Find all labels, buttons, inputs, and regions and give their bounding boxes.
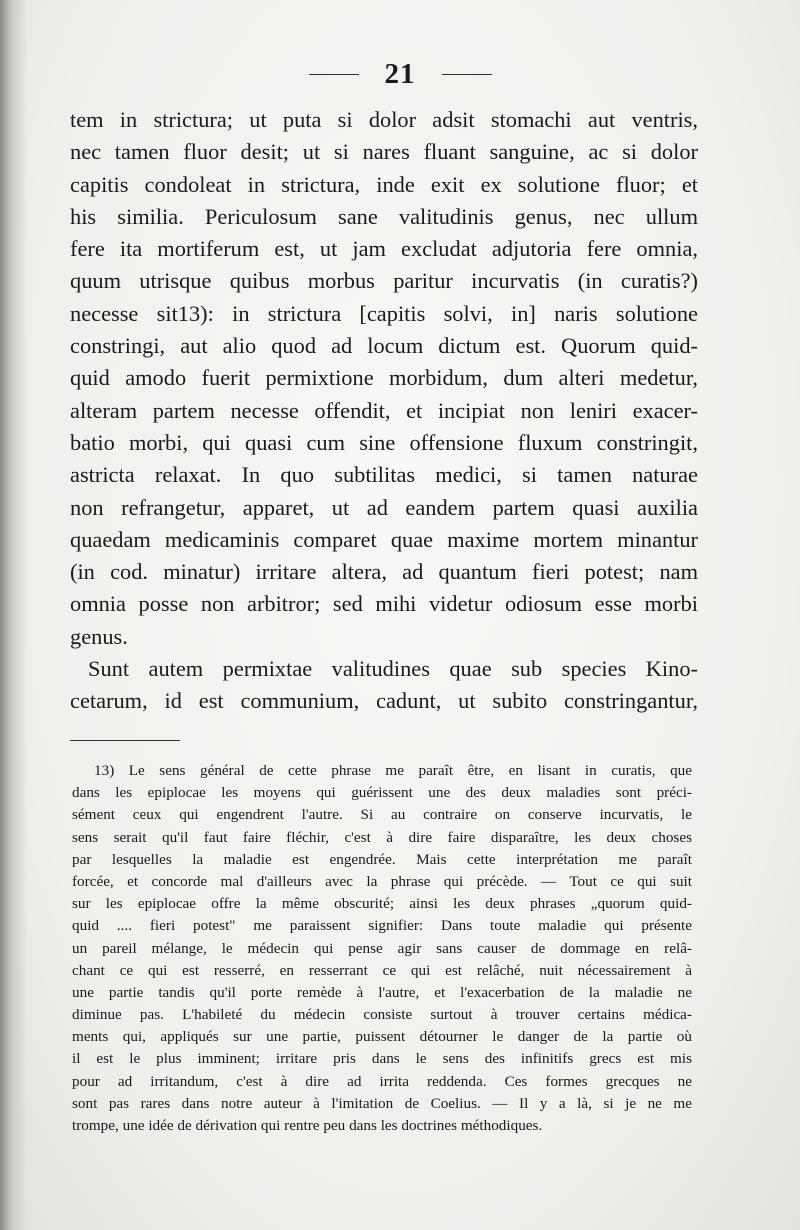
footnote-13 [72, 760, 692, 1137]
main-text [70, 104, 698, 718]
text-line: genus. [70, 623, 128, 649]
text-line: necesse sit13): in strictura [capitis solvi, in] naris solutione [70, 300, 698, 326]
text-line: capitis condoleat in strictura, inde exit ex solutione fluor; et [70, 171, 698, 197]
text-line: alteram partem necesse offendit, et incipiat non leniri exacer- [70, 397, 698, 423]
text-line: nec tamen fluor desit; ut si nares fluant sanguine, ac si dolor [70, 139, 698, 165]
footnote-line: ments qui, appliqués sur une partie, puissent détourner le danger de la partie où [72, 1028, 692, 1046]
footnote-line: sont pas rares dans notre auteur à l'imitation de Coelius. — Il y a là, si je ne me [72, 1094, 692, 1112]
paragraph-start-line: Sunt autem permixtae valitudines quae sub species Kino- [88, 656, 698, 682]
header-rule-left [309, 74, 359, 76]
text-line: omnia posse non arbitror; sed mihi videtur odiosum esse morbi [70, 591, 698, 617]
footnote-separator [70, 740, 180, 741]
footnote-line: une partie tandis qu'il porte remède à l'autre, et l'exacerbation de la maladie ne [72, 983, 692, 1001]
text-line: fere ita mortiferum est, ut jam excludat adjutoria fere omnia, [70, 236, 698, 262]
text-line: batio morbi, qui quasi cum sine offensione fluxum constringit, [70, 429, 698, 455]
footnote-line: trompe, une idée de dérivation qui rentre peu dans les doctrines méthodiques. [72, 1117, 543, 1134]
footnote-line: chant ce qui est resserré, en resserrant ce qui est relâché, nuit nécessairement à [72, 961, 692, 979]
footnote-line: pour ad irritandum, c'est à dire ad irrita reddenda. Ces formes grecques ne [72, 1072, 692, 1090]
footnote-line: sément ceux qui engendrent l'autre. Si au contraire on conserve incurvatis, le [72, 806, 692, 824]
text-line: non refrangetur, apparet, ut ad eandem partem quasi auxilia [70, 494, 698, 520]
text-line: cetarum, id est communium, cadunt, ut subito constringantur, [70, 688, 698, 714]
text-line: quid amodo fuerit permixtione morbidum, dum alteri medetur, [70, 365, 698, 391]
header-rule-right [442, 74, 492, 76]
page-header [0, 58, 800, 91]
text-line: astricta relaxat. In quo subtilitas medici, si tamen naturae [70, 462, 698, 488]
footnote-line: dans les epiplocae les moyens qui guérissent une des deux maladies sont préci- [72, 784, 692, 802]
page-number: 21 [384, 58, 416, 90]
footnote-line: par lesquelles la maladie est engendrée. Mais cette interprétation me paraît [72, 850, 692, 868]
text-line: quum utrisque quibus morbus paritur incurvatis (in curatis?) [70, 268, 698, 294]
footnote-line: diminue pas. L'habileté du médecin consiste surtout à trouver certains médica- [72, 1006, 692, 1024]
text-line: quaedam medicaminis comparet quae maxime mortem minantur [70, 526, 698, 552]
footnote-line: quid .... fieri potest" me paraissent signifier: Dans toute maladie qui présente [72, 917, 692, 935]
page-binding-shadow [0, 0, 28, 1230]
text-line: his similia. Periculosum sane valitudinis genus, nec ullum [70, 203, 698, 229]
footnote-line: sur les epiplocae offre la même obscurité; ainsi les deux phrases „quorum quid- [72, 895, 692, 913]
footnote-line: un pareil mélange, le médecin qui pense agir sans causer de dommage en relâ- [72, 939, 692, 957]
footnote-line: il est le plus imminent; irritare pris dans le sens des infinitifs grecs est mis [72, 1050, 692, 1068]
footnote-line: sens serait qu'il faut faire fléchir, c'est à dire faire disparaître, les deux choses [72, 828, 692, 846]
text-line: (in cod. minatur) irritare altera, ad quantum fieri potest; nam [70, 559, 698, 585]
text-line: constringi, aut alio quod ad locum dictum est. Quorum quid- [70, 333, 698, 359]
footnote-line: forcée, et concorde mal d'ailleurs avec la phrase qui précède. — Tout ce qui suit [72, 872, 692, 890]
footnote-line: 13) Le sens général de cette phrase me paraît être, en lisant in curatis, que [94, 762, 692, 779]
text-line: tem in strictura; ut puta si dolor adsit stomachi aut ventris, [70, 107, 698, 132]
